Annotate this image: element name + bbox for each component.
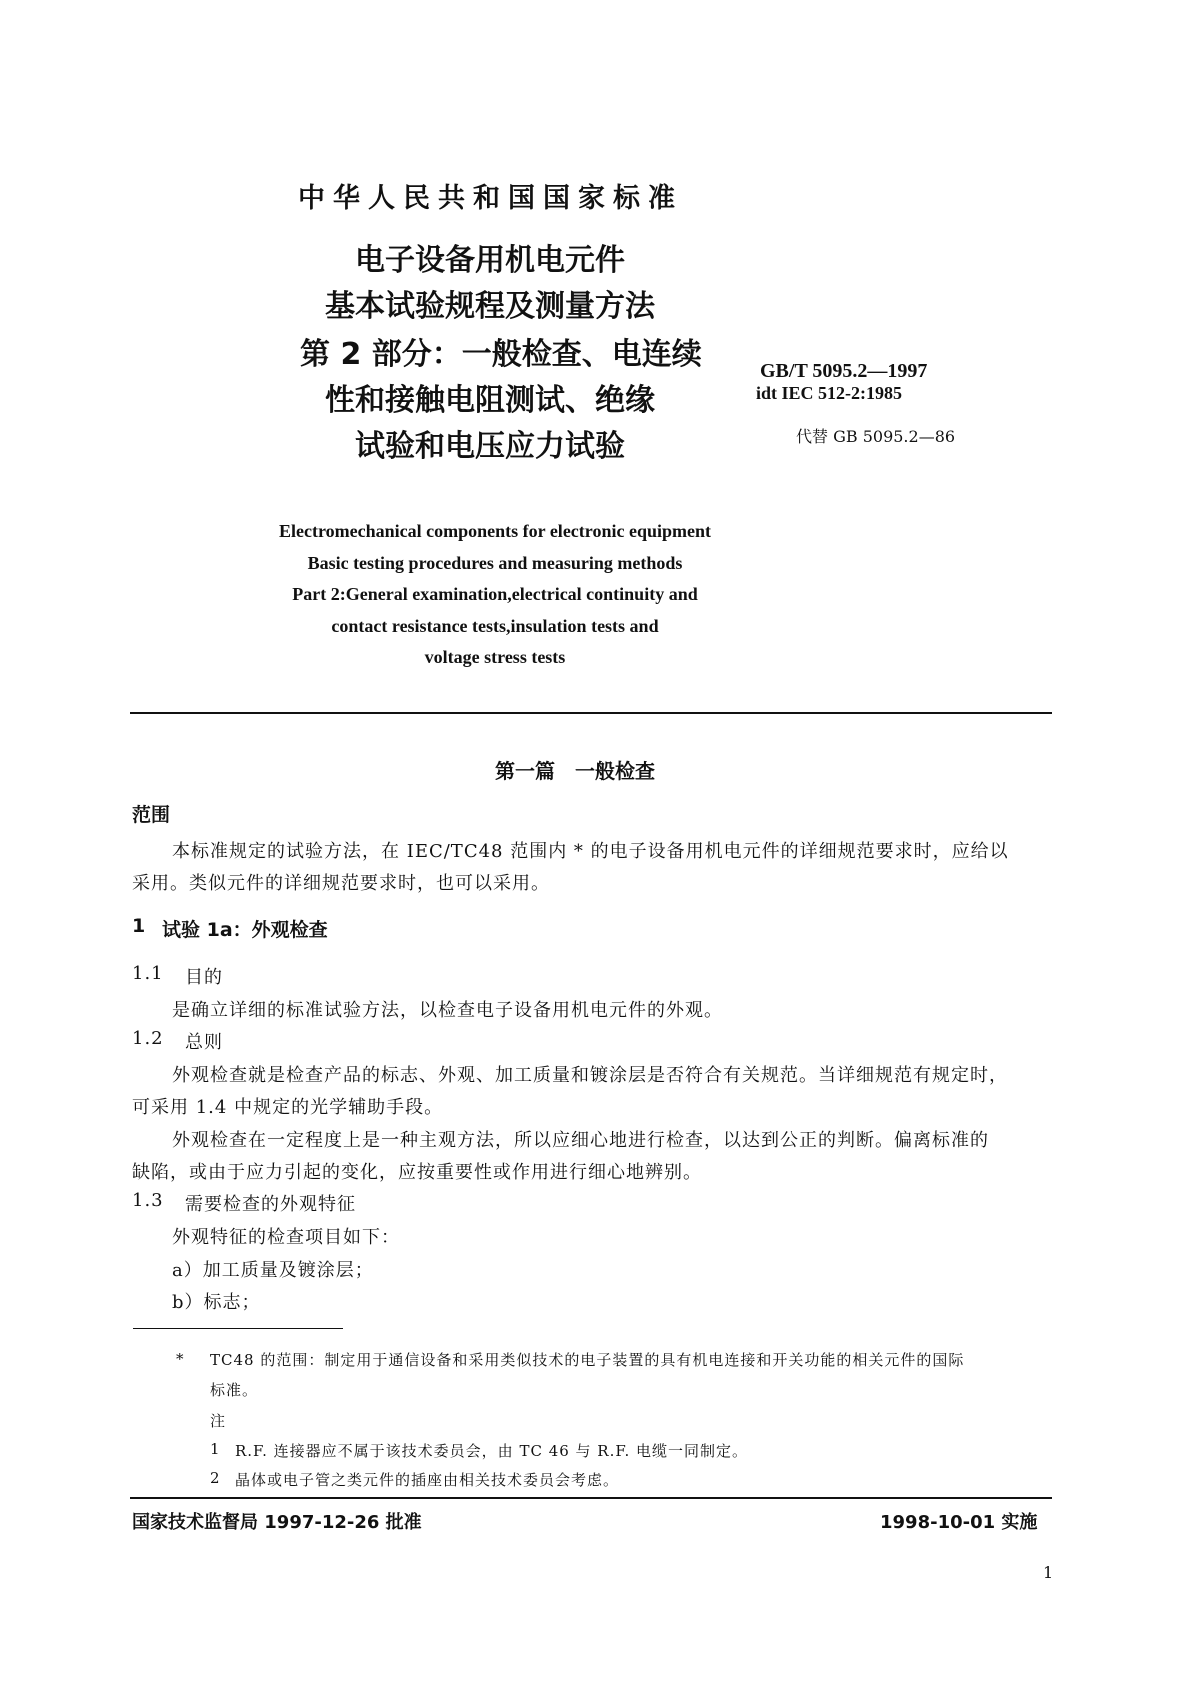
footnote-mark: * <box>176 1350 185 1368</box>
section-1-3-title: 需要检查的外观特征 <box>185 1194 356 1215</box>
footnote-note-label: 注 <box>210 1412 227 1430</box>
section-1-1-text: 是确立详细的标准试验方法，以检查电子设备用机电元件的外观。 <box>172 1000 723 1021</box>
section-1-3-intro: 外观特征的检查项目如下： <box>172 1227 400 1248</box>
footnote-line-1: TC48 的范围：制定用于通信设备和采用类似技术的电子装置的具有机电连接和开关功能的相关元件的国际 <box>210 1351 965 1369</box>
scope-heading: 范围 <box>132 804 171 826</box>
footnote-note-1-number: 1 <box>210 1440 221 1458</box>
section-1-2-number: 1.2 <box>132 1028 164 1049</box>
footnote-divider <box>133 1328 343 1329</box>
title-en-line-5: voltage stress tests <box>424 647 566 667</box>
title-en-line-4: contact resistance tests,insulation tests and <box>331 616 659 636</box>
list-item: b）标志； <box>172 1292 261 1313</box>
idt-reference: idt IEC 512-2:1985 <box>756 383 903 403</box>
scope-text-line-2: 采用。类似元件的详细规范要求时，也可以采用。 <box>132 873 550 894</box>
approval-date: 国家技术监督局 1997-12-26 批准 <box>132 1512 422 1533</box>
effective-date: 1998-10-01 实施 <box>880 1512 1038 1533</box>
section-1-1-title: 目的 <box>185 967 223 988</box>
national-standard-header: 中华人民共和国国家标准 <box>298 183 683 214</box>
footnote-note-2-number: 2 <box>210 1469 221 1487</box>
section-1-2-p1-line-2: 可采用 1.4 中规定的光学辅助手段。 <box>132 1097 444 1118</box>
title-cn-line-4: 性和接触电阻测试、绝缘 <box>325 383 655 418</box>
section-1-2-p2-line-1: 外观检查在一定程度上是一种主观方法，所以应细心地进行检查，以达到公正的判断。偏离标准的 <box>172 1130 989 1151</box>
standard-code: GB/T 5095.2—1997 <box>760 360 928 382</box>
footnote-note-1-text: R.F. 连接器应不属于该技术委员会，由 TC 46 与 R.F. 电缆一同制定。 <box>235 1442 748 1460</box>
section-1-2-p2-line-2: 缺陷，或由于应力引起的变化，应按重要性或作用进行细心地辨别。 <box>132 1162 702 1183</box>
section-1-1-number: 1.1 <box>132 963 164 984</box>
replaces-reference: 代替 GB 5095.2—86 <box>796 427 956 446</box>
title-en-line-3: Part 2:General examination,electrical continuity and <box>292 584 698 604</box>
section-1-title: 试验 1a：外观检查 <box>162 919 328 941</box>
section-1-2-title: 总则 <box>185 1032 223 1053</box>
page-number: 1 <box>1043 1563 1054 1582</box>
section-1-3-number: 1.3 <box>132 1190 164 1211</box>
footnote-note-2-text: 晶体或电子管之类元件的插座由相关技术委员会考虑。 <box>235 1471 620 1489</box>
title-cn-line-2: 基本试验规程及测量方法 <box>325 289 655 324</box>
section-1-2-p1-line-1: 外观检查就是检查产品的标志、外观、加工质量和镀涂层是否符合有关规范。当详细规范有规定时， <box>172 1065 1008 1086</box>
part-title: 第一篇 一般检查 <box>495 759 655 783</box>
header-divider <box>130 712 1052 714</box>
title-cn-line-3: 第 2 部分：一般检查、电连续 <box>300 337 702 372</box>
title-en-line-2: Basic testing procedures and measuring methods <box>307 553 683 573</box>
scope-text-line-1: 本标准规定的试验方法，在 IEC/TC48 范围内 * 的电子设备用机电元件的详细规范要求时，应给以 <box>172 841 1009 862</box>
title-en-line-1: Electromechanical components for electronic equipment <box>279 521 711 541</box>
footer-divider <box>130 1497 1052 1499</box>
section-1-number: 1 <box>132 915 146 937</box>
list-item: a）加工质量及镀涂层； <box>172 1260 374 1281</box>
footnote-line-2: 标准。 <box>210 1381 259 1399</box>
title-cn-line-5: 试验和电压应力试验 <box>355 429 625 464</box>
title-cn-line-1: 电子设备用机电元件 <box>355 243 625 278</box>
